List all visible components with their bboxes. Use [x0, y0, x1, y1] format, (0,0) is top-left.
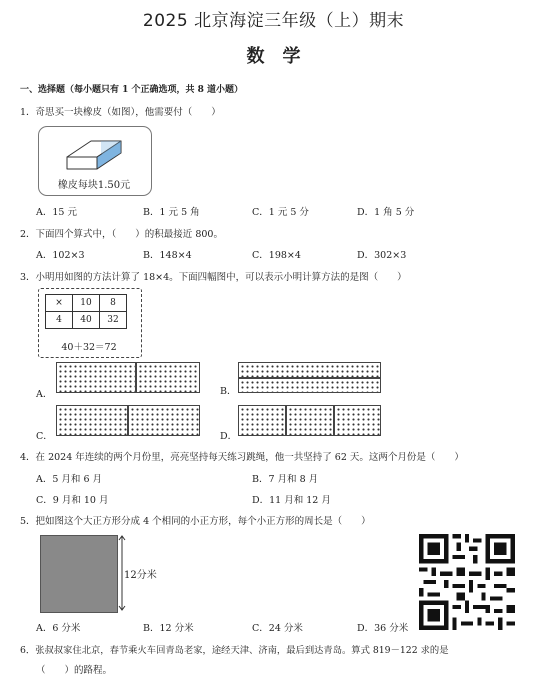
- q3-option-d-dots-1: [238, 405, 286, 436]
- q5-option-d[interactable]: D．36 分米: [357, 623, 409, 634]
- q2-option-a[interactable]: A．102×3: [36, 250, 85, 261]
- q4-option-a[interactable]: A．5 月和 6 月: [36, 474, 103, 485]
- q4-option-b[interactable]: B．7 月和 8 月: [252, 474, 319, 485]
- q5-option-b[interactable]: B．12 分米: [143, 623, 194, 634]
- q3-option-d-dots-2: [286, 405, 334, 436]
- q3-option-a-dots-left: [56, 362, 136, 393]
- q1-option-c[interactable]: C．1 元 5 分: [252, 207, 309, 218]
- q3-option-b-dots-top: [238, 362, 381, 378]
- question-4-stem: 4．在 2024 年连续的两个月份里，亮亮坚持每天练习跳绳，他一共坚持了 62 天。这两个月份是（ ）: [20, 452, 464, 463]
- subject-title: 数 学: [246, 46, 301, 67]
- q3-option-d-dots-3: [334, 405, 381, 436]
- q3-option-b-label[interactable]: B．: [220, 386, 237, 397]
- question-6-stem-line2: （ ）的路程。: [36, 665, 113, 676]
- question-6-stem-line1: 6．张叔叔家住北京，春节乘火车回青岛老家，途经天津、济南，最后到达青岛。算式 819－122 求的是: [20, 645, 449, 656]
- table-cell: 8: [100, 295, 127, 312]
- question-5-stem: 5．把如图这个大正方形分成 4 个相同的小正方形，每个小正方形的周长是（ ）: [20, 516, 371, 527]
- q1-option-a[interactable]: A．15 元: [36, 207, 77, 218]
- question-2-stem: 2．下面四个算式中，（ ）的积最接近 800。: [20, 229, 223, 240]
- q5-option-c[interactable]: C．24 分米: [252, 623, 303, 634]
- q3-option-d-label[interactable]: D．: [220, 431, 238, 442]
- q3-option-c-label[interactable]: C．: [36, 431, 53, 442]
- section-title: 一、选择题（每小题只有 1 个正确选项，共 8 道小题）: [20, 85, 244, 95]
- q3-option-a-dots-right: [136, 362, 200, 393]
- table-cell: 4: [46, 312, 73, 329]
- q3-option-c-dots-right: [128, 405, 200, 436]
- q3-option-b-dots-bottom: [238, 378, 381, 393]
- q1-option-b[interactable]: B．1 元 5 角: [143, 207, 200, 218]
- eraser-price-caption: 橡皮每块1.50元: [57, 180, 131, 191]
- q3-option-c-dots-left: [56, 405, 128, 436]
- q1-option-d[interactable]: D．1 角 5 分: [357, 207, 415, 218]
- table-cell: ×: [46, 295, 73, 312]
- calculation-equation: 40＋32＝72: [61, 342, 117, 353]
- q4-option-c[interactable]: C．9 月和 10 月: [36, 495, 109, 506]
- large-square-figure: [40, 535, 118, 613]
- table-cell: 32: [100, 312, 127, 329]
- q2-option-b[interactable]: B．148×4: [143, 250, 192, 261]
- question-1-stem: 1．奇思买一块橡皮（如图），他需要付（ ）: [20, 107, 221, 118]
- eraser-icon: [39, 129, 151, 179]
- table-cell: 10: [73, 295, 100, 312]
- q4-option-d[interactable]: D．11 月和 12 月: [252, 495, 331, 506]
- page-title: 2025 北京海淀三年级（上）期末: [142, 11, 405, 31]
- multiplication-table: [45, 294, 127, 329]
- table-cell: 40: [73, 312, 100, 329]
- square-side-label: 12分米: [124, 570, 157, 581]
- qr-code-icon: [415, 530, 519, 634]
- q2-option-d[interactable]: D．302×3: [357, 250, 407, 261]
- q2-option-c[interactable]: C．198×4: [252, 250, 301, 261]
- question-3-stem: 3．小明用如图的方法计算了 18×4。下面四幅图中，可以表示小明计算方法的是图（ ）: [20, 272, 407, 283]
- q3-option-a-label[interactable]: A．: [36, 389, 53, 400]
- q5-option-a[interactable]: A．6 分米: [36, 623, 81, 634]
